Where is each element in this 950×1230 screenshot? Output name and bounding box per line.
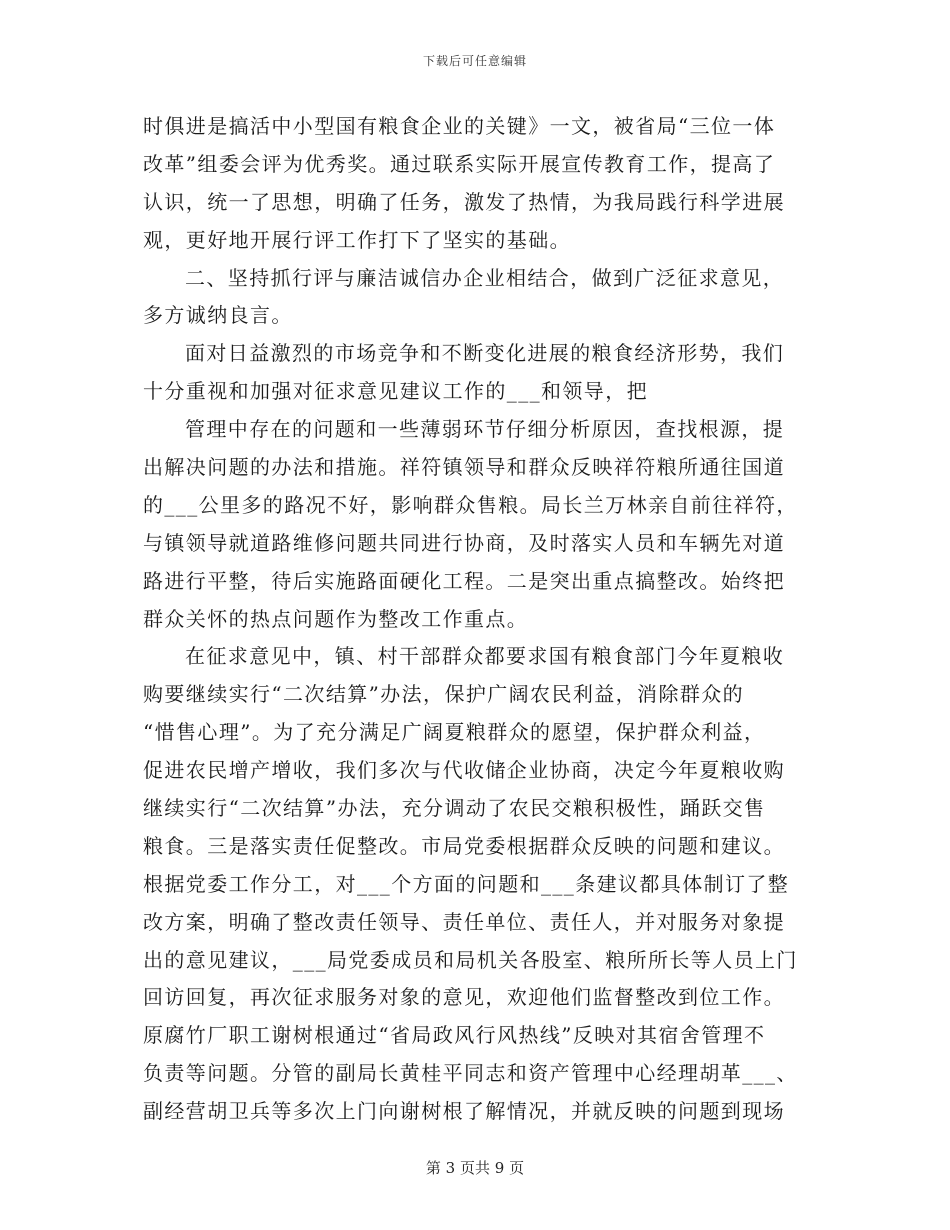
text-line: 负责等问题。分管的副局长黄桂平同志和资产管理中心经理胡革___、 xyxy=(143,1061,798,1086)
document-body xyxy=(143,108,807,1131)
text-line: 回访回复，再次征求服务对象的意见，欢迎他们监督整改到位工作。 xyxy=(143,985,785,1010)
text-line: 原腐竹厂职工谢树根通过“省局政风行风热线”反映对其宿舍管理不 xyxy=(143,1023,766,1048)
text-line: 粮食。三是落实责任促整改。市局党委根据群众反映的问题和建议。 xyxy=(143,833,785,858)
text-line: 的___公里多的路况不好，影响群众售粮。局长兰万林亲自前往祥符， xyxy=(143,492,798,517)
paragraph-first-line: 管理中存在的问题和一些薄弱环节仔细分析原因，查找根源，提 xyxy=(185,417,785,442)
text-line: 路进行平整，待后实施路面硬化工程。二是突出重点搞整改。始终把 xyxy=(143,568,785,593)
page-header: 下载后可任意编辑 xyxy=(422,54,527,68)
text-line: 群众关怀的热点问题作为整改工作重点。 xyxy=(143,606,529,631)
page-number-footer: 第 3 页共 9 页 xyxy=(425,1159,525,1177)
text-line: 继续实行“二次结算”办法，充分调动了农民交粮积极性，踊跃交售 xyxy=(143,796,766,821)
text-line: 出解决问题的办法和措施。祥符镇领导和群众反映祥符粮所通往国道 xyxy=(143,455,785,480)
text-line: 改方案，明确了整改责任领导、责任单位、责任人，并对服务对象提 xyxy=(143,909,785,934)
text-line: 与镇领导就道路维修问题共同进行协商，及时落实人员和车辆先对道 xyxy=(143,530,785,555)
text-line: 十分重视和加强对征求意见建议工作的___和领导，把 xyxy=(143,379,648,404)
text-line: 促进农民增产增收，我们多次与代收储企业协商，决定今年夏粮收购 xyxy=(143,758,785,783)
text-line: 改革”组委会评为优秀奖。通过联系实际开展宣传教育工作，提高了 xyxy=(143,151,776,176)
text-line: 购要继续实行“二次结算”办法，保护广阔农民利益，消除群众的 xyxy=(143,682,745,707)
text-line: 根据党委工作分工，对___个方面的问题和___条建议都具体制订了整 xyxy=(143,871,790,896)
text-line: 时俱进是搞活中小型国有粮食企业的关键》一文，被省局“三位一体 xyxy=(143,114,776,138)
paragraph-first-line: 在征求意见中，镇、村干部群众都要求国有粮食部门今年夏粮收 xyxy=(185,644,785,669)
text-line: 多方诚纳良言。 xyxy=(143,303,293,328)
paragraph-first-line: 面对日益激烈的市场竞争和不断变化进展的粮食经济形势，我们 xyxy=(185,341,785,366)
text-line: 副经营胡卫兵等多次上门向谢树根了解情况，并就反映的问题到现场 xyxy=(143,1099,785,1124)
text-line: 出的意见建议，___局党委成员和局机关各股室、粮所所长等人员上门 xyxy=(143,947,798,972)
text-line: 观，更好地开展行评工作打下了坚实的基础。 xyxy=(143,227,571,252)
paragraph-first-line: 二、坚持抓行评与廉洁诚信办企业相结合，做到广泛征求意见， xyxy=(185,265,785,290)
text-line: “惜售心理”。为了充分满足广阔夏粮群众的愿望，保护群众利益， xyxy=(143,720,766,745)
text-line: 认识，统一了思想，明确了任务，激发了热情，为我局践行科学进展 xyxy=(143,189,785,214)
